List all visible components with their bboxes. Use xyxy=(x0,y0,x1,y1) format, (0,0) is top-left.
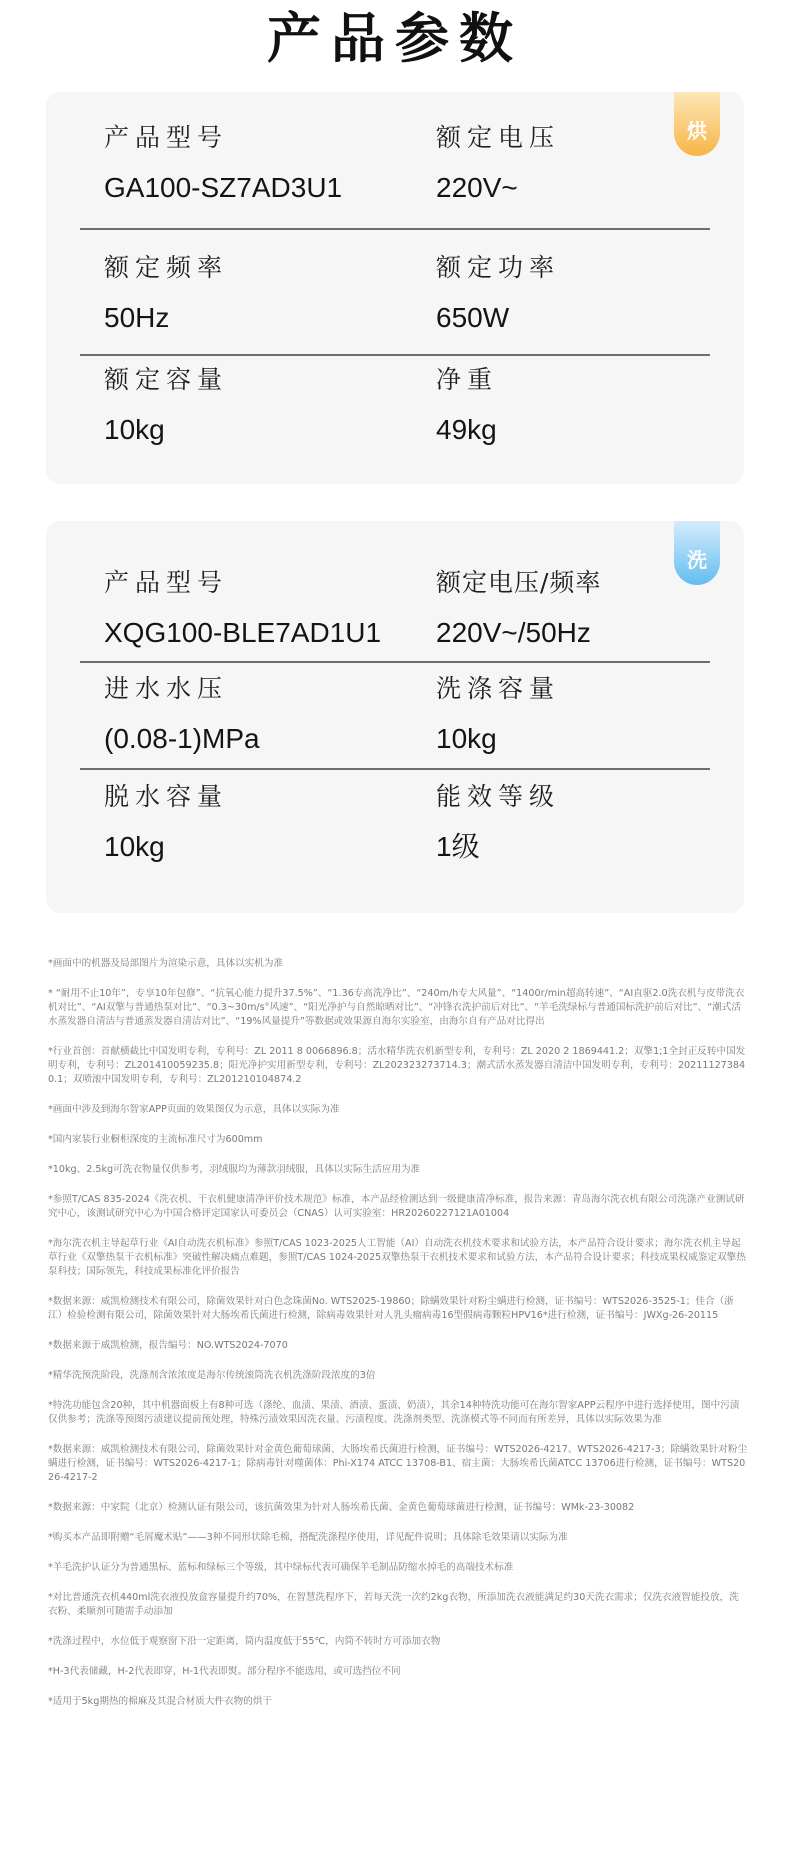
spec-value: 220V~/50Hz xyxy=(436,617,591,648)
footnote: *羊毛洗护认证分为普通黑标、蓝标和绿标三个等级，其中绿标代表可确保羊毛制品防缩水掉毛的高端技术标准 xyxy=(48,1562,514,1573)
footnote: *适用于5kg期热的棉麻及其混合材质大件衣物的烘干 xyxy=(48,1696,273,1707)
spec-value: 10kg xyxy=(104,414,165,445)
footnote: *洗涤过程中，水位低于观察窗下沿一定距离，筒内温度低于55℃，内筒不转时方可添加衣物 xyxy=(48,1636,441,1647)
spec-label: 额定电压/频率 xyxy=(436,568,602,597)
washer-spec-model xyxy=(104,565,434,651)
washer-spec-wash-capacity xyxy=(436,671,744,757)
footnote: *参照T/CAS 835-2024《洗衣机、干衣机健康清净评价技术规范》标准，本产品经检测达到一级健康清净标准，报告来源：青岛海尔洗衣机有限公司洗涤产业测试研究中心，该测试研究中心为中国合格评定国家认可委员会（CNAS）认可实验室：HR20260227121A01004 xyxy=(48,1194,745,1219)
footnote: *精华洗预洗阶段，洗涤剂含浓浓度是海尔传统滚筒洗衣机洗涤阶段浓度的3倍 xyxy=(48,1370,376,1381)
footnote: *数据来源：威凯检测技术有限公司，除菌效果针对白色念珠菌No. WTS2025-19860；除螨效果针对粉尘螨进行检测，证书编号：WTS2026-3525-1；佳合（浙江）检验检测有限公司，除菌效果针对大肠埃希氏菌进行检测，除病毒效果针对人乳头瘤病毒16型假病毒颗粒HPV16*进行检测，证书编号：JWXg-26-20115 xyxy=(48,1296,734,1321)
footnote: *对比普通洗衣机440ml洗衣液投放盒容量提升约70%，在智慧洗程序下，若每天洗一次约2kg衣物，所添加洗衣液能满足约30天洗衣需求；仅洗衣液智能投放，洗衣粉、柔顺剂可随需手动添加 xyxy=(48,1592,739,1617)
spec-label: 额定频率 xyxy=(104,253,229,282)
dryer-spec-power xyxy=(436,250,744,336)
footnote: *数据来源：威凯检测技术有限公司，除菌效果针对金黄色葡萄球菌、大肠埃希氏菌进行检测，证书编号：WTS2026-4217、WTS2026-4217-3；除螨效果针对粉尘螨进行检测，证书编号：WTS2026-4217-1；除病毒针对噬菌体：Phi-X174 ATCC 13708-B1、宿主菌：大肠埃希氏菌ATCC 13706进行检测，证书编号：WTS2026-4217-2 xyxy=(48,1444,748,1483)
spec-label: 净重 xyxy=(436,365,499,394)
spec-value: 650W xyxy=(436,302,510,333)
washer-spec-voltage-frequency xyxy=(436,565,744,651)
footnote: *10kg、2.5kg可洗衣物量仅供参考，羽绒服均为薄款羽绒服，具体以实际生活应用为准 xyxy=(48,1164,421,1175)
washer-spec-card xyxy=(46,521,744,913)
dryer-spec-weight xyxy=(436,362,744,448)
footnote: *画面中的机器及局部图片为渲染示意，具体以实机为准 xyxy=(48,958,284,969)
spec-label: 脱水容量 xyxy=(104,782,229,811)
footnote: *H-3代表储藏，H-2代表即穿，H-1代表即熨。部分程序不能选用，或可选挡位不同 xyxy=(48,1666,401,1677)
spec-value: GA100-SZ7AD3U1 xyxy=(104,172,343,203)
footnote: *海尔洗衣机主导起草行业《AI自动洗衣机标准》参照T/CAS 1023-2025人工智能（AI）自动洗衣机技术要求和试验方法，本产品符合设计要求；海尔洗衣机主导起草行业《双擎热泵干衣机标准》突破性解决痛点难题，参照T/CAS 1024-2025双擎热泵干衣机技术要求和试验方法，本产品符合设计要求；科技成果权威鉴定双擎热泵科技；国际领先，科技成果标准化评价报告 xyxy=(48,1238,746,1277)
spec-value: 1级 xyxy=(436,831,480,862)
washer-spec-water-pressure xyxy=(104,671,434,757)
washer-spec-spin-capacity xyxy=(104,779,434,865)
spec-value: XQG100-BLE7AD1U1 xyxy=(104,617,382,648)
footnote: *购买本产品即附赠“毛屑魔术贴”——3种不同形状除毛棉，搭配洗涤程序使用，详见配件说明；具体除毛效果请以实际为准 xyxy=(48,1532,568,1543)
dryer-spec-card xyxy=(46,92,744,484)
row-divider xyxy=(80,768,710,770)
footnote: *数据来源于威凯检测，报告编号：NO.WTS2024-7070 xyxy=(48,1340,288,1351)
spec-value: 10kg xyxy=(104,831,165,862)
spec-value: 220V~ xyxy=(436,172,518,203)
washer-badge: 洗 xyxy=(674,521,720,585)
spec-label: 能效等级 xyxy=(436,782,561,811)
spec-label: 产品型号 xyxy=(104,123,229,152)
washer-spec-energy-grade xyxy=(436,779,744,865)
spec-label: 进水水压 xyxy=(104,674,229,703)
dryer-spec-frequency xyxy=(104,250,434,336)
footnote: *行业首创：首献横截比中国发明专利，专利号：ZL 2011 8 0066896.8；活水精华洗衣机新型专利，专利号：ZL 2020 2 1869441.2；双擎1;1全封正反转中国发明专利，专利号：ZL201410059235.8；阳光净护实用新型专利，专利号：ZL202323273714.3；潮式活水蒸发器自清洁中国发明专利，专利号：202111273840.1；双喷滚中国发明专利，专利号：ZL201210104874.2 xyxy=(48,1046,746,1085)
footnote: *数据来源：中家院（北京）检测认证有限公司，该抗菌效果为针对人肠埃希氏菌、金黄色葡萄球菌进行检测，证书编号：WMk-23-30082 xyxy=(48,1502,635,1513)
spec-value: 10kg xyxy=(436,723,497,754)
spec-label: 额定电压 xyxy=(436,123,561,152)
spec-value: 49kg xyxy=(436,414,497,445)
footnote: *画面中涉及到海尔智家APP页面的效果图仅为示意，具体以实际为准 xyxy=(48,1104,340,1115)
row-divider xyxy=(80,354,710,356)
dryer-badge: 烘 xyxy=(674,92,720,156)
spec-value: (0.08-1)MPa xyxy=(104,723,260,754)
footnote: *国内家装行业橱柜深度的主流标准尺寸为600mm xyxy=(48,1134,263,1145)
dryer-spec-model xyxy=(104,120,434,206)
dryer-spec-voltage xyxy=(436,120,744,206)
spec-label: 额定功率 xyxy=(436,253,561,282)
spec-label: 额定容量 xyxy=(104,365,229,394)
spec-label: 产品型号 xyxy=(104,568,229,597)
spec-label: 洗涤容量 xyxy=(436,674,561,703)
dryer-spec-capacity xyxy=(104,362,434,448)
page-title: 产品参数 xyxy=(267,7,523,70)
footnotes xyxy=(48,957,748,1725)
footnote: * “耐用不止10年”，专享10年包修”、“抗氧心能力提升37.5%”、“1.36专高洗净比”、“240m/h专大风量”、“1400r/min超高转速”、“AI直驱2.0洗衣机与皮带洗衣机对比”、“AI双擎与普通热泵对比”、“0.3~30m/s°风速”、“阳光净护与自然晾晒对比”、“冲锋衣洗护前后对比”、“羊毛洗绿标与普通国标洗护前后对比”、“潮式活水蒸发器自清洁与普通蒸发器自清洁对比”、“19%风量提升”等数据或效果源自海尔实验室，由海尔自有产品对比得出 xyxy=(48,988,745,1027)
row-divider xyxy=(80,661,710,663)
row-divider xyxy=(80,228,710,230)
footnote: *特洗功能包含20种，其中机器面板上有8种可选（涤纶、血渍、果渍、酒渍、蛋渍、奶渍），其余14种特洗功能可在海尔智家APP云程序中进行选择使用，图中污渍仅供参考；洗涤等预图污渍建议提前预处理，特殊污渍效果因洗衣量、污渍程度、洗涤剂类型、洗涤模式等不同而有所差异，具体以实际效果为准 xyxy=(48,1400,740,1425)
spec-value: 50Hz xyxy=(104,302,170,333)
